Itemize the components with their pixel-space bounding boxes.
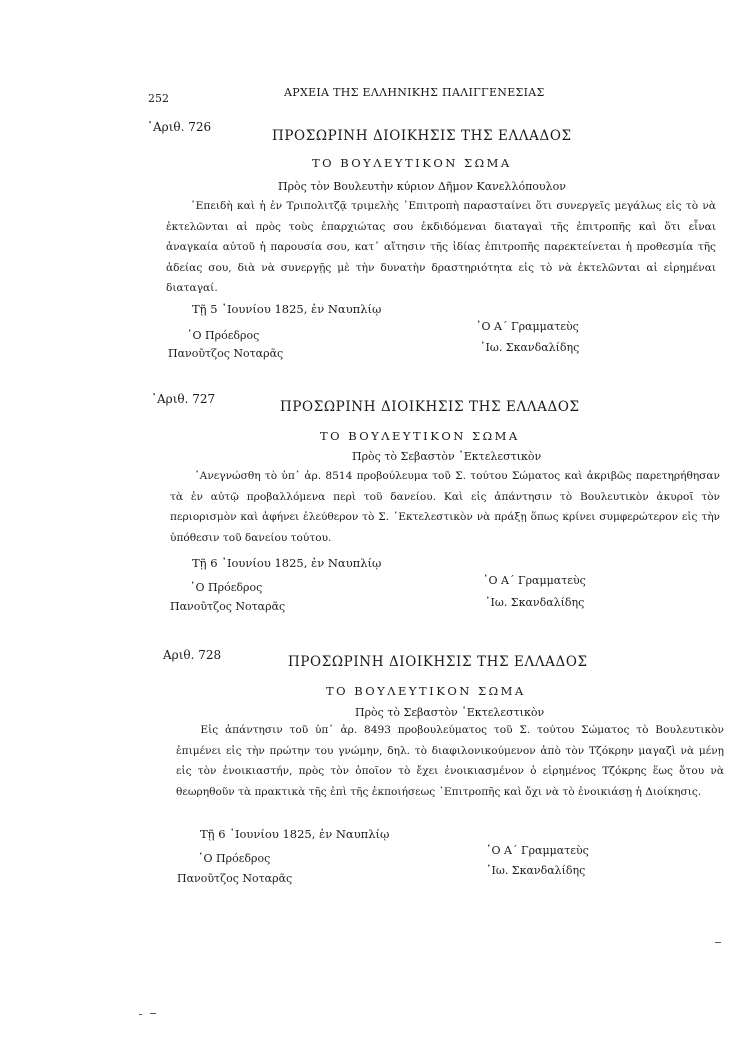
government-heading: ΠΡΟΣΩΡΙΝΗ ΔΙΟΙΚΗΣΙΣ ΤΗΣ ΕΛΛΑΔΟΣ	[272, 128, 572, 144]
document-number: ᾿Αριθ. 727	[151, 392, 216, 406]
document-number: Αριθ. 728	[163, 648, 222, 662]
document-number: ᾿Αριθ. 726	[147, 120, 212, 134]
addressee: Πρὸς τὸν Βουλευτὴν κύριον Δῆμον Κανελλόπουλον	[278, 180, 566, 193]
secretary-title: ῾Ο Α΄ Γραμματεὺς	[476, 320, 579, 333]
president-name: Πανοῦτζος Νοταρᾶς	[177, 872, 293, 885]
president-name: Πανοῦτζος Νοταρᾶς	[168, 347, 284, 360]
body-heading: ΤΟ ΒΟΥΛΕΥΤΙΚΟΝ ΣΩΜΑ	[312, 156, 512, 170]
president-title: ῾Ο Πρόεδρος	[187, 329, 260, 342]
running-head: ΑΡΧΕΙΑ ΤΗΣ ΕΛΛΗΝΙΚΗΣ ΠΑΛΙΓΓΕΝΕΣΙΑΣ	[284, 86, 545, 99]
addressee: Πρὸς τὸ Σεβαστὸν ᾿Εκτελεστικὸν	[355, 706, 545, 719]
scan-mark	[715, 942, 721, 943]
addressee: Πρὸς τὸ Σεβαστὸν ᾿Εκτελεστικὸν	[352, 450, 542, 463]
document-text: Εἰς ἀπάντησιν τοῦ ὑπ᾿ ἀρ. 8493 προβουλεύματος τοῦ Σ. τούτου Σώματος τὸ Βουλευτικὸν ἐπιμένει εἰς τὴν πρώτην του γνώμην, δηλ. τὸ διαφιλονικούμενον ἀπὸ τὸν Τζόκρην μαγαζὶ νὰ μένῃ εἰς τὸν ἐνοικιαστήν, πρὸς τὸν ὁποῖον τὸ ἔχει ἐνοικιασμένον ὁ εἰρημένος Τζόκρης ἕως ὅτου νὰ θεωρηθοῦν τὰ πρακτικὰ τῆς ἐπὶ τῆς ἐκποιήσεως ᾿Επιτροπῆς καὶ ὄχι νὰ τὸ ἐνοικιάσῃ ἡ Διοίκησις.	[176, 724, 724, 798]
president-title: ῾Ο Πρόεδρος	[190, 581, 263, 594]
secretary-name: ᾿Ιω. Σκανδαλίδης	[486, 864, 586, 877]
secretary-title: ῾Ο Α΄ Γραμματεὺς	[486, 844, 589, 857]
document-text: ᾿Επειδὴ καὶ ἡ ἐν Τριπολιτζᾷ τριμελὴς ᾿Επιτροπὴ παρασταίνει ὅτι συνεργεῖς μεγάλως εἰς τὸ νὰ ἐκτελῶνται αἱ πρὸς τοὺς ἐπαρχιώτας σου ἐκδιδόμεναι διαταγαὶ τῆς ἐπιτροπῆς καὶ ὅτι εἶναι ἀναγκαία αὐτοῦ ἡ παρουσία σου, κατ᾿ αἴτησιν τῆς ἰδίας ἐπιτροπῆς παρεκτείνεται ἡ προθεσμία τῆς ἀδείας σου, διὰ νὰ συνεργῇς μὲ τὴν δυνατὴν δραστηριότητα εἰς τὸ νὰ ἐκτελῶνται αἱ εἰρημέναι διαταγαί.	[166, 200, 716, 294]
body-heading: ΤΟ ΒΟΥΛΕΥΤΙΚΟΝ ΣΩΜΑ	[320, 429, 520, 443]
document-text: ᾿Ανεγνώσθη τὸ ὑπ᾿ ἀρ. 8514 προβούλευμα τοῦ Σ. τούτου Σώματος καὶ ἀκριβῶς παρετηρήθησαν τὰ ἐν αὐτῷ προβαλλόμενα περὶ τοῦ δανείου. Καὶ εἰς ἀπάντησιν τὸ Βουλευτικὸν ἀκυροῖ τὸν περιορισμὸν καὶ ἀφήνει ἐλεύθερον τὸ Σ. ᾿Εκτελεστικὸν νὰ πράξῃ ὅπως κρίνει συμφερώτερον εἰς τὴν ὑπόθεσιν τοῦ δανείου τούτου.	[170, 470, 720, 544]
page-number: 252	[148, 92, 169, 105]
document-date: Τῇ 6 ᾿Ιουνίου 1825, ἐν Ναυπλίῳ	[200, 827, 390, 841]
document-date: Τῇ 5 ᾿Ιουνίου 1825, ἐν Ναυπλίῳ	[192, 302, 382, 316]
secretary-name: ᾿Ιω. Σκανδαλίδης	[485, 596, 585, 609]
government-heading: ΠΡΟΣΩΡΙΝΗ ΔΙΟΙΚΗΣΙΣ ΤΗΣ ΕΛΛΑΔΟΣ	[288, 654, 588, 670]
government-heading: ΠΡΟΣΩΡΙΝΗ ΔΙΟΙΚΗΣΙΣ ΤΗΣ ΕΛΛΑΔΟΣ	[280, 399, 580, 415]
body-heading: ΤΟ ΒΟΥΛΕΥΤΙΚΟΝ ΣΩΜΑ	[326, 684, 526, 698]
president-title: ῾Ο Πρόεδρος	[198, 852, 271, 865]
scan-mark	[139, 1014, 142, 1015]
secretary-name: ᾿Ιω. Σκανδαλίδης	[480, 341, 580, 354]
scan-mark	[150, 1013, 156, 1014]
secretary-title: ῾Ο Α΄ Γραμματεὺς	[483, 574, 586, 587]
document-date: Τῇ 6 ᾿Ιουνίου 1825, ἐν Ναυπλίῳ	[192, 556, 382, 570]
president-name: Πανοῦτζος Νοταρᾶς	[170, 600, 286, 613]
